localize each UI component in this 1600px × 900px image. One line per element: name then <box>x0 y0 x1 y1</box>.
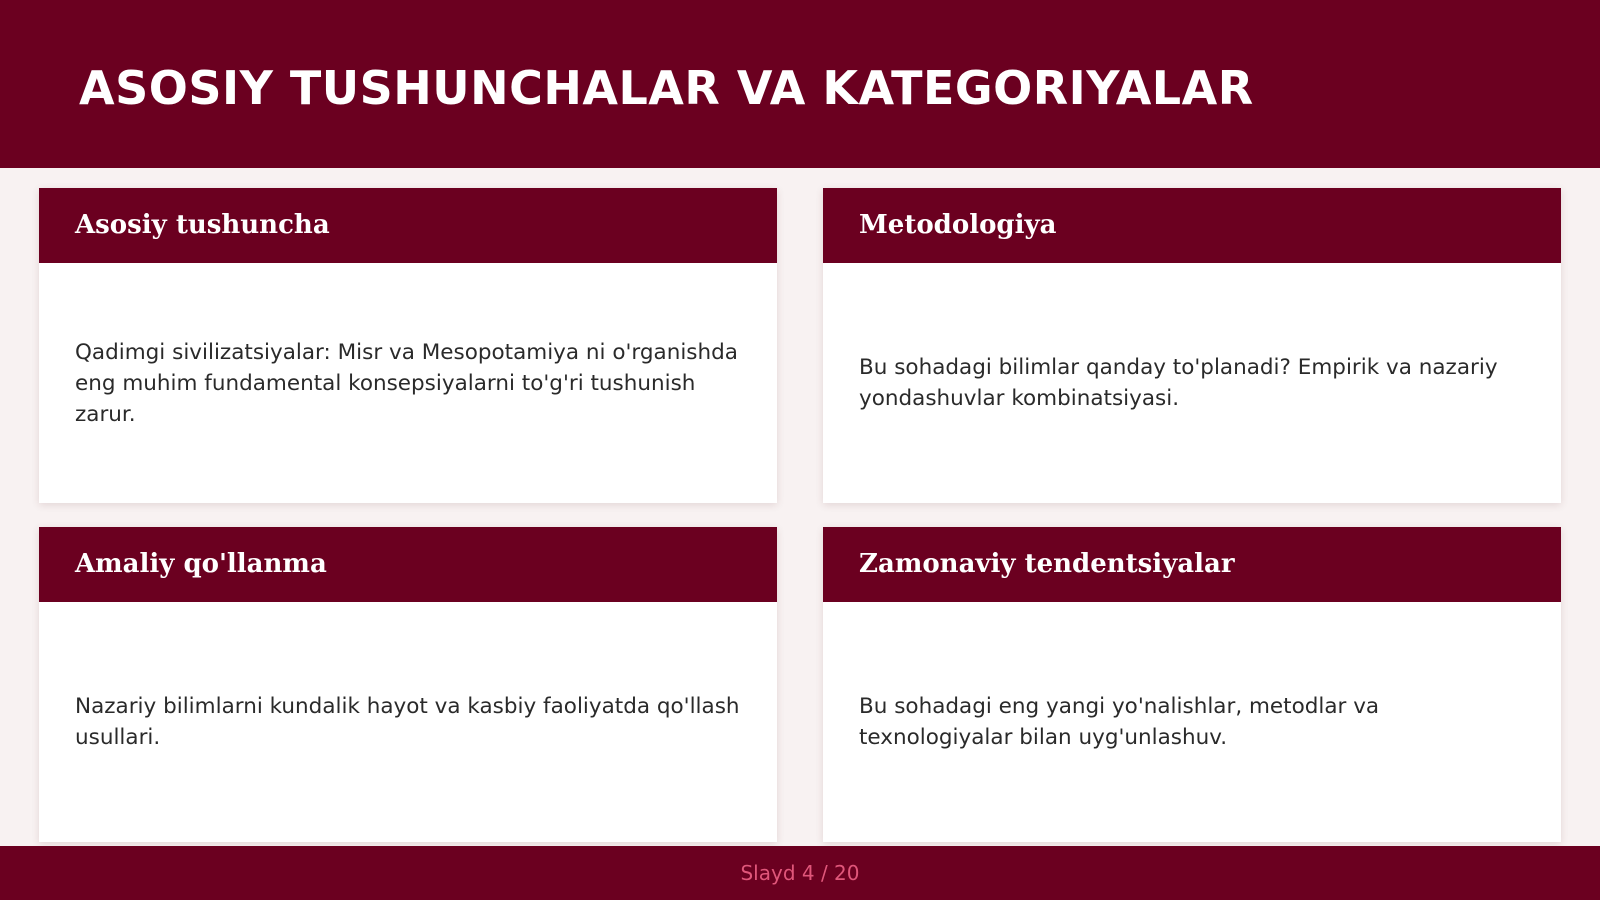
card-body <box>823 602 1561 842</box>
card-header <box>39 188 777 263</box>
card-header <box>39 527 777 602</box>
card-metodologiya <box>823 188 1561 503</box>
card-text: Nazariy bilimlarni kundalik hayot va kasbiy faoliyatda qo'llash usullari. <box>75 694 740 750</box>
card-header <box>823 188 1561 263</box>
card-body <box>39 263 777 503</box>
slide-title: ASOSIY TUSHUNCHALAR VA KATEGORIYALAR <box>79 61 1254 115</box>
card-text: Qadimgi sivilizatsiyalar: Misr va Mesopotamiya ni o'rganishda eng muhim fundamental konsepsiyalarni to'g'ri tushunish zarur. <box>75 339 738 427</box>
card-body <box>823 263 1561 503</box>
card-title: Zamonaviy tendentsiyalar <box>859 549 1235 579</box>
slide-footer <box>0 846 1600 900</box>
card-text: Bu sohadagi eng yangi yo'nalishlar, metodlar va texnologiyalar bilan uyg'unlashuv. <box>859 694 1380 750</box>
card-title: Asosiy tushuncha <box>75 210 330 240</box>
card-header <box>823 527 1561 602</box>
card-text: Bu sohadagi bilimlar qanday to'planadi? Empirik va nazariy yondashuvlar kombinatsiyasi. <box>859 355 1498 411</box>
slide-counter: Slayd 4 / 20 <box>740 861 860 885</box>
card-body <box>39 602 777 842</box>
card-title: Metodologiya <box>859 210 1057 240</box>
slide-header <box>0 0 1600 168</box>
card-asosiy-tushuncha <box>39 188 777 503</box>
card-zamonaviy-tendentsiyalar <box>823 527 1561 842</box>
card-title: Amaliy qo'llanma <box>75 549 327 579</box>
card-amaliy-qollanma <box>39 527 777 842</box>
